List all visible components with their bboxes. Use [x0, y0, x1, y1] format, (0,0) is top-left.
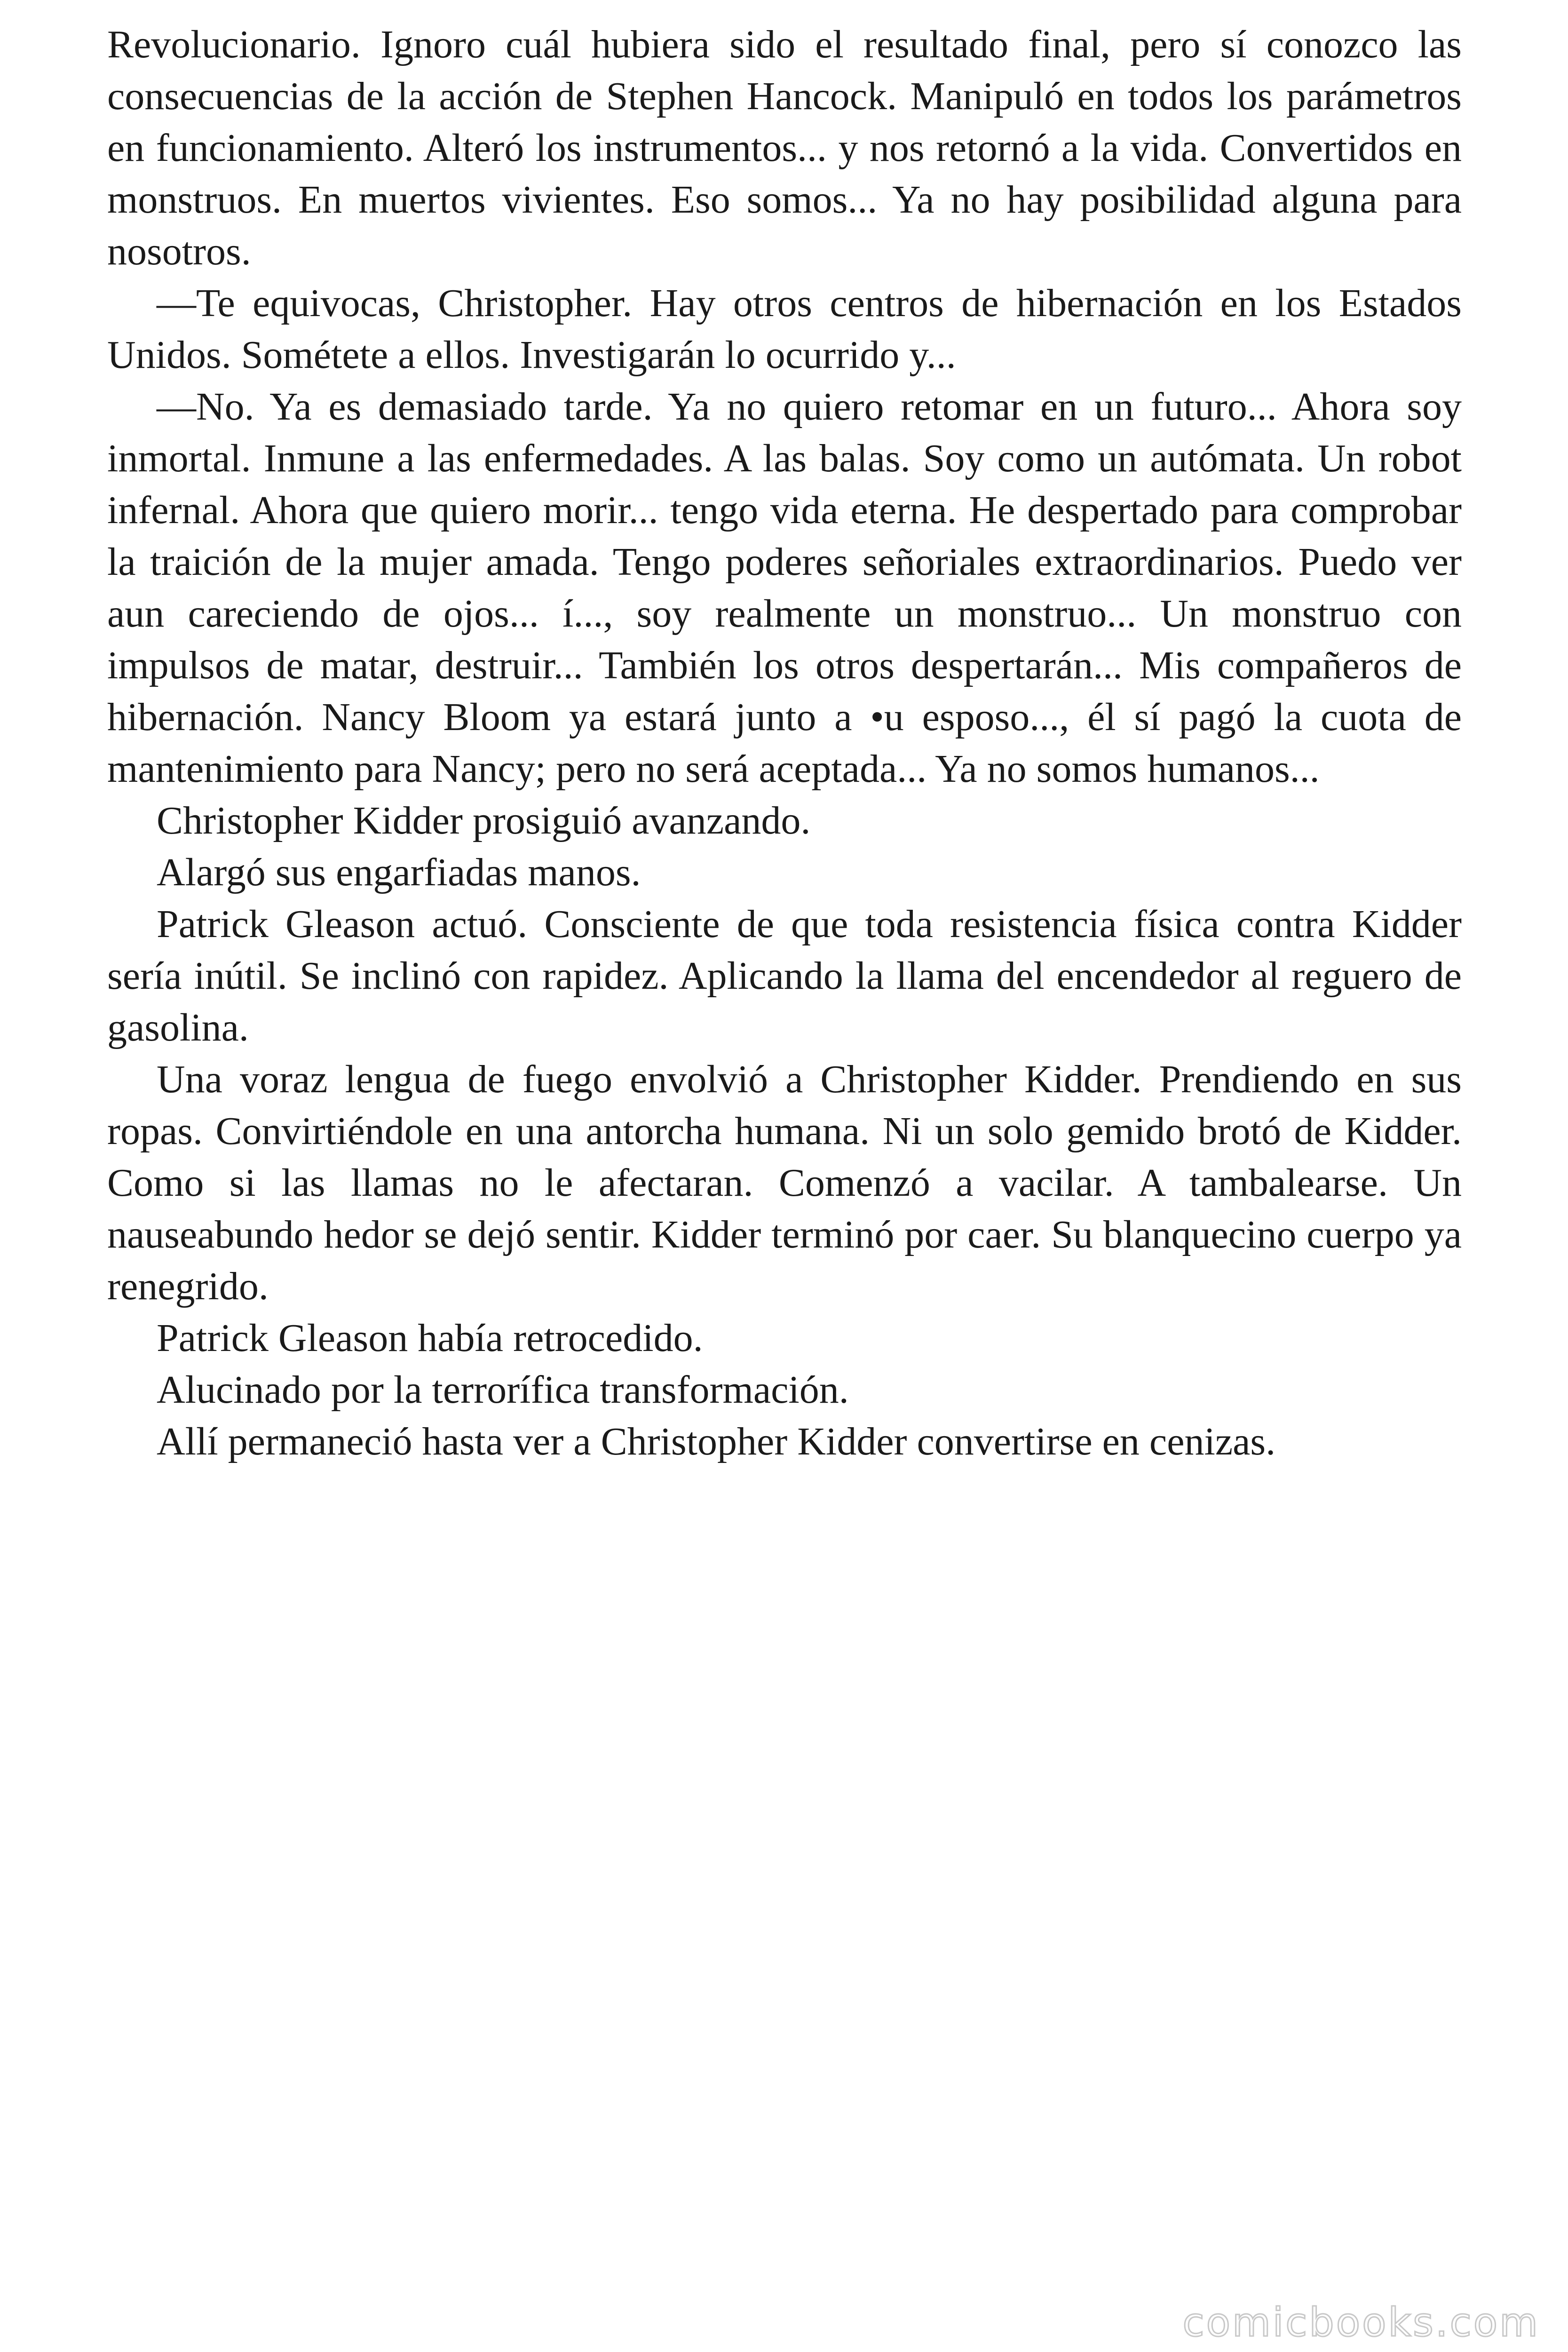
- watermark: comicbooks.com: [1182, 2299, 1540, 2345]
- paragraph-7: Una voraz lengua de fuego envolvió a Christopher Kidder. Prendiendo en sus ropas. Convirtiéndole en una antorcha humana. Ni un solo gemido brotó de Kidder. Como si las llamas no le afectaran. Comenzó a vacilar. A tambalearse. Un nauseabundo hedor se dejó sentir. Kidder terminó por caer. Su blanquecino cuerpo ya renegrido.: [107, 1057, 1462, 1308]
- paragraph-3: —No. Ya es demasiado tarde. Ya no quiero retomar en un futuro... Ahora soy inmortal. Inmune a las enfermedades. A las balas. Soy como un autómata. Un robot infernal. Ahora que quiero morir... tengo vida eterna. He despertado para comprobar la traición de la mujer amada. Tengo poderes señoriales extraordinarios. Puedo ver aun careciendo de ojos... í..., soy realmente un monstruo... Un monstruo con impulsos de matar, destruir... También los otros despertarán... Mis compañeros de hibernación. Nancy Bloom ya estará junto a •u esposo..., él sí pagó la cuota de mantenimiento para Nancy; pero no será aceptada... Ya no somos humanos...: [107, 385, 1462, 791]
- paragraph-9: Alucinado por la terrorífica transformación.: [157, 1368, 849, 1412]
- paragraph-6: Patrick Gleason actuó. Consciente de que toda resistencia física contra Kidder sería inútil. Se inclinó con rapidez. Aplicando la llama del encendedor al reguero de gasolina.: [107, 902, 1462, 1049]
- paragraph-8: Patrick Gleason había retrocedido.: [157, 1316, 703, 1360]
- paragraph-2: —Te equivocas, Christopher. Hay otros centros de hibernación en los Estados Unidos. Sométete a ellos. Investigarán lo ocurrido y...: [107, 281, 1462, 377]
- body-text: [107, 19, 1462, 1468]
- paragraph-4: Christopher Kidder prosiguió avanzando.: [157, 799, 811, 842]
- paragraph-5: Alargó sus engarfiadas manos.: [157, 850, 641, 894]
- paragraph-10: Allí permaneció hasta ver a Christopher Kidder convertirse en cenizas.: [157, 1420, 1276, 1463]
- paragraph-1: Revolucionario. Ignoro cuál hubiera sido el resultado final, pero sí conozco las consecuencias de la acción de Stephen Hancock. Manipuló en todos los parámetros en funcionamiento. Alteró los instrumentos... y nos retornó a la vida. Convertidos en monstruos. En muertos vivientes. Eso somos... Ya no hay posibilidad alguna para nosotros.: [107, 23, 1462, 273]
